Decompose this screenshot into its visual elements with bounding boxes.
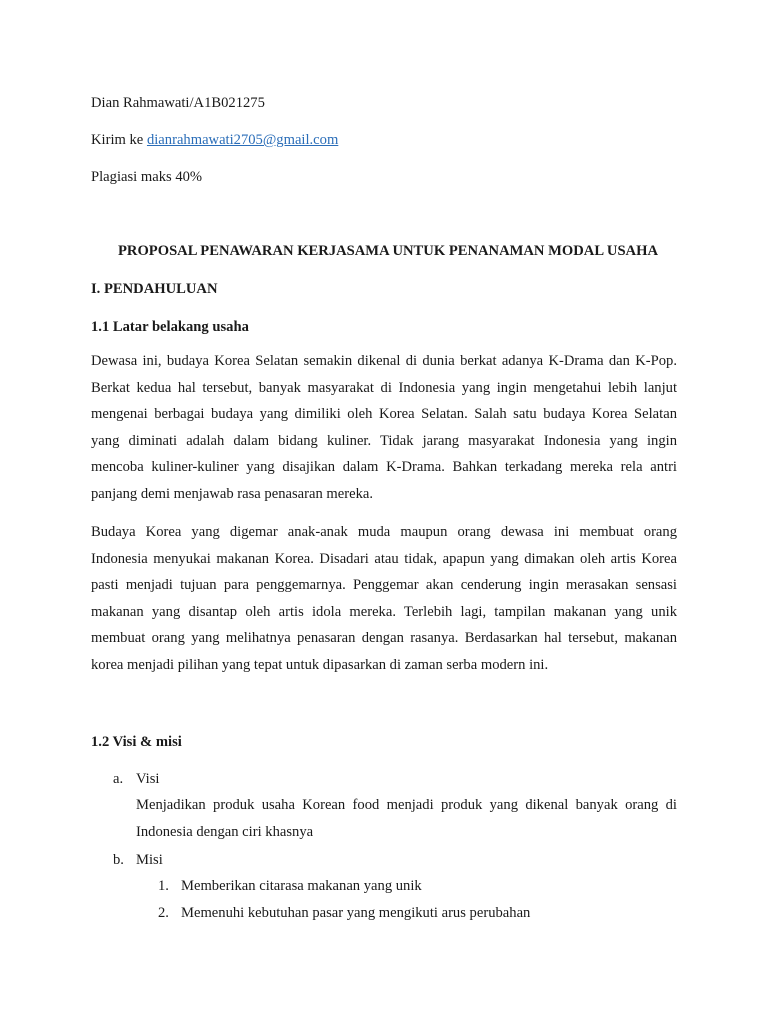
paragraph-1-line: mengenai berbagai budaya yang dimiliki oleh Korea Selatan. Salah satu budaya Korea Selatan	[91, 406, 677, 423]
mission-number: 2.	[158, 905, 169, 921]
paragraph-2-line: membuat orang yang melihatnya penasaran dengan rasanya. Berdasarkan hal tersebut, makanan	[91, 630, 677, 647]
subsection-heading-background: 1.1 Latar belakang usaha	[91, 319, 249, 335]
paragraph-1	[91, 348, 677, 508]
paragraph-1-line: panjang demi menjawab rasa penasaran mereka.	[91, 485, 374, 502]
send-to-line	[91, 131, 338, 149]
send-to-label: Kirim ke	[91, 132, 144, 148]
document-title: PROPOSAL PENAWARAN KERJASAMA UNTUK PENANAMAN MODAL USAHA	[118, 243, 658, 259]
plagiarism-note: Plagiasi maks 40%	[91, 169, 203, 185]
mission-item: Memberikan citarasa makanan yang unik	[181, 878, 422, 894]
paragraph-1-line: yang diminati adalah dalam bidang kuliner. Tidak jarang masyarakat Indonesia yang ingin	[91, 432, 677, 449]
vision-text-line: Indonesia dengan ciri khasnya	[136, 823, 314, 840]
mission-label: Misi	[136, 852, 163, 868]
subsection-heading-vision: 1.2 Visi & misi	[91, 734, 182, 750]
paragraph-2-line: Budaya Korea yang digemar anak-anak muda maupun orang dewasa ini membuat orang	[91, 524, 677, 540]
paragraph-2-line: makanan yang disantap oleh artis idola mereka. Terlebih lagi, tampilan makanan yang unik	[91, 603, 677, 620]
paragraph-2-line: korea menjadi pilihan yang tepat untuk dipasarkan di zaman serba modern ini.	[91, 656, 549, 673]
vision-label: Visi	[136, 771, 160, 787]
list-marker-a: a.	[113, 771, 124, 787]
list-marker-b: b.	[113, 852, 124, 868]
author-line: Dian Rahmawati/A1B021275	[91, 95, 265, 111]
section-heading: I. PENDAHULUAN	[91, 281, 218, 297]
paragraph-1-line: Berkat kedua hal tersebut, banyak masyarakat di Indonesia yang ingin mengetahui lebih lanjut	[91, 379, 677, 396]
vision-text-line: Menjadikan produk usaha Korean food menjadi produk yang dikenal banyak orang di	[136, 797, 677, 813]
paragraph-1-line: Dewasa ini, budaya Korea Selatan semakin dikenal di dunia berkat adanya K-Drama dan K-Pop.	[91, 353, 677, 369]
paragraph-2-line: pasti menjadi tujuan para penggemarnya. Penggemar akan cenderung ingin merasakan sensasi	[91, 577, 677, 594]
mission-number: 1.	[158, 878, 169, 894]
paragraph-1-line: mencoba kuliner-kuliner yang disajikan dalam K-Drama. Bahkan terkadang mereka rela antri	[91, 459, 677, 476]
mission-item: Memenuhi kebutuhan pasar yang mengikuti arus perubahan	[181, 905, 531, 921]
paragraph-2	[91, 519, 677, 679]
vision-text	[136, 792, 677, 845]
paragraph-2-line: Indonesia menyukai makanan Korea. Disadari atau tidak, apapun yang dimakan oleh artis Korea	[91, 550, 677, 567]
email-link[interactable]: dianrahmawati2705@gmail.com	[146, 132, 339, 148]
